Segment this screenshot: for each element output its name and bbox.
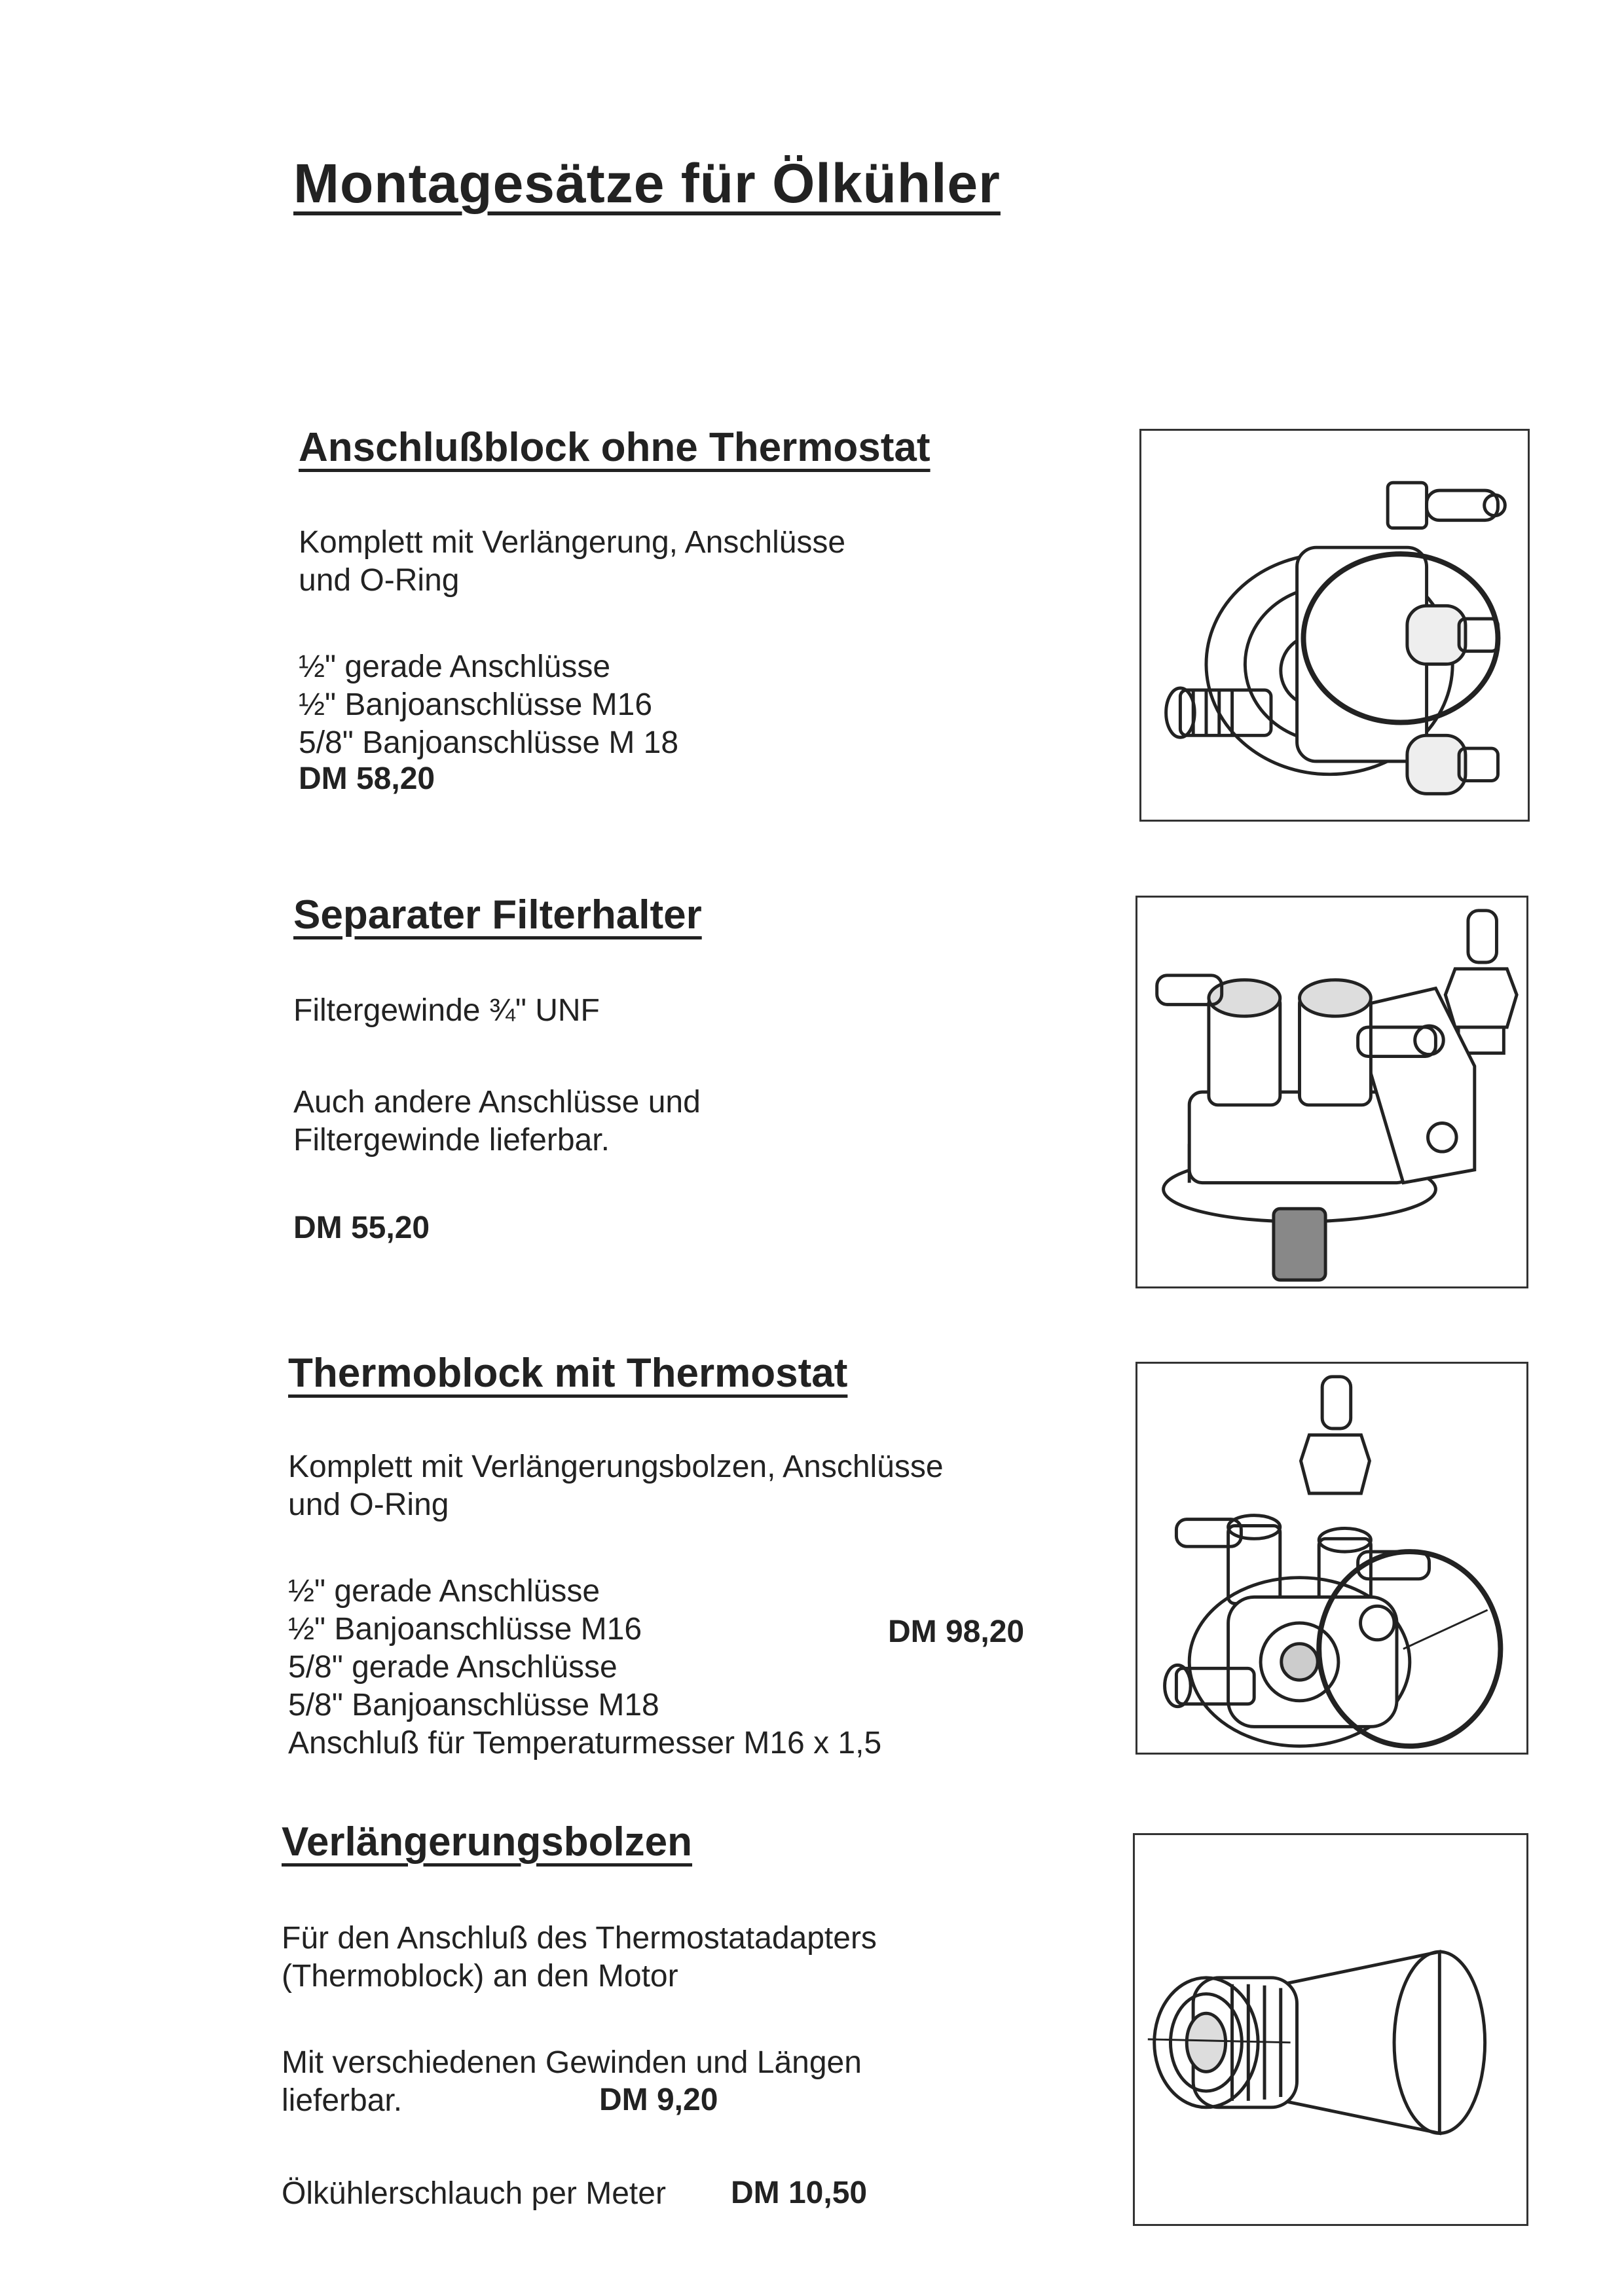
spec-item: ½" gerade Anschlüsse bbox=[299, 649, 611, 684]
hose-label: Ölkühlerschlauch per Meter bbox=[282, 2176, 666, 2211]
product-image-anschlussblock bbox=[1139, 429, 1530, 822]
spec-item: Anschluß für Temperaturmesser M16 x 1,5 bbox=[288, 1726, 882, 1760]
page-title: Montagesätze für Ölkühler bbox=[293, 153, 1001, 214]
product-image-verlaengerungsbolzen bbox=[1133, 1833, 1528, 2226]
product-image-thermoblock bbox=[1135, 1362, 1528, 1755]
hose-price: DM 10,50 bbox=[731, 2176, 868, 2210]
section-description: Komplett mit Verlängerungsbolzen, Anschlüsse und O-Ring bbox=[288, 1449, 944, 1522]
spec-item: 5/8" Banjoanschlüsse M 18 bbox=[299, 725, 679, 760]
section-description: Für den Anschluß des Thermostatadapters (Thermoblock) an den Motor bbox=[282, 1921, 877, 1994]
spec-item: ½" Banjoanschlüsse M16 bbox=[299, 687, 653, 722]
section-heading-verlaengerungsbolzen: Verlängerungsbolzen bbox=[282, 1819, 693, 1865]
section-description: Komplett mit Verlängerung, Anschlüsse und O-Ring bbox=[299, 525, 846, 598]
spec-item: ½" Banjoanschlüsse M16 bbox=[288, 1612, 642, 1647]
spec-item: 5/8" Banjoanschlüsse M18 bbox=[288, 1688, 659, 1722]
price-label: DM 9,20 bbox=[599, 2083, 718, 2117]
spec-item: 5/8" gerade Anschlüsse bbox=[288, 1650, 618, 1685]
section-heading-filterhalter: Separater Filterhalter bbox=[293, 892, 702, 938]
price-label: DM 55,20 bbox=[293, 1211, 430, 1245]
product-image-filterhalter bbox=[1135, 896, 1528, 1288]
section-heading-anschlussblock: Anschlußblock ohne Thermostat bbox=[299, 425, 931, 470]
section-description: Filtergewinde ¾" UNF bbox=[293, 993, 600, 1028]
spec-item: ½" gerade Anschlüsse bbox=[288, 1574, 600, 1609]
section-note: Auch andere Anschlüsse und Filtergewinde lieferbar. bbox=[293, 1085, 701, 1157]
spec-list bbox=[288, 1573, 881, 1762]
section-heading-thermoblock: Thermoblock mit Thermostat bbox=[288, 1351, 848, 1396]
spec-list bbox=[299, 648, 678, 762]
price-label: DM 58,20 bbox=[299, 761, 435, 796]
section-note: Mit verschiedenen Gewinden und Längen lieferbar. bbox=[282, 2045, 862, 2118]
price-label: DM 98,20 bbox=[888, 1614, 1025, 1649]
